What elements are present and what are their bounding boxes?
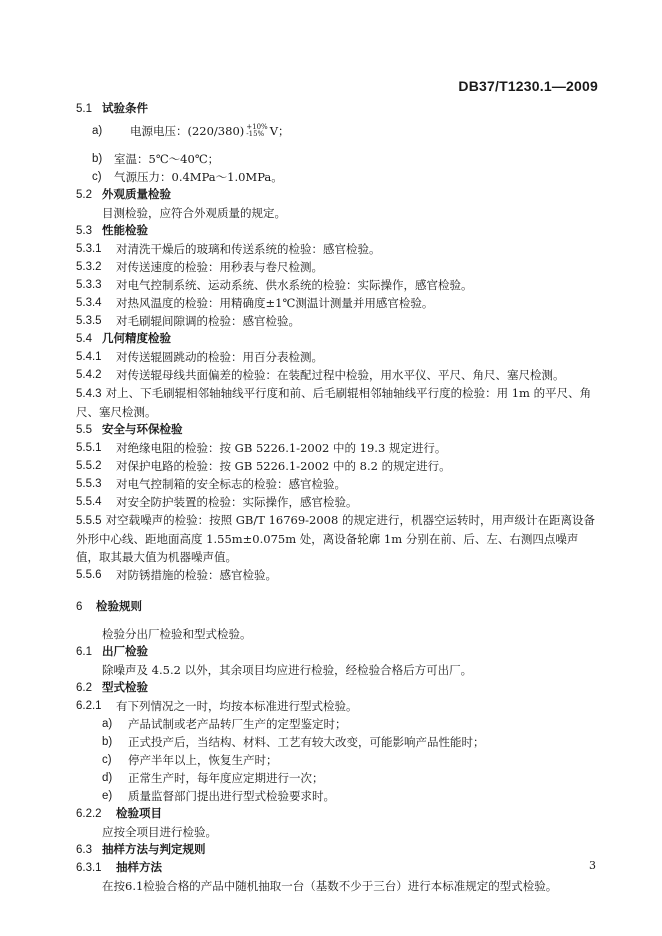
- section-5-4-heading: [76, 330, 600, 348]
- clause-text: 对绝缘电阻的检验：按 GB 5226.1-2002 中的 19.3 规定进行。: [116, 441, 447, 455]
- section-number: 6: [76, 601, 83, 613]
- clause-number: 5.3.4: [76, 297, 102, 309]
- list-label: c): [92, 171, 102, 183]
- clause-text: 对传送辊圆跳动的检验：用百分表检测。: [116, 350, 323, 364]
- list-text: 产品试制或老产品转厂生产的定型鉴定时；: [128, 717, 347, 731]
- clause-number: 5.5.2: [76, 460, 102, 472]
- clause-number: 5.3.1: [76, 243, 102, 255]
- list-item-b: [76, 150, 600, 168]
- list-text: 正常生产时，每年度应定期进行一次；: [128, 771, 324, 785]
- section-number: 6.1: [76, 646, 92, 658]
- clause-body: 在按6.1检验合格的产品中随机抽取一台（基数不少于三台）进行本标准规定的型式检验。: [102, 879, 558, 893]
- clause-text: 对热风温度的检验：用精确度±1℃测温计测量并用感官检验。: [116, 296, 434, 310]
- clause-5-5-5: [76, 511, 600, 566]
- section-title: 抽样方法与判定规则: [102, 844, 206, 856]
- clause-5-4-1: [76, 348, 600, 366]
- clause-5-3-3: [76, 276, 600, 294]
- clause-5-3-4: [76, 294, 600, 312]
- clause-text: 对保护电路的检验：按 GB 5226.1-2002 中的 8.2 的规定进行。: [116, 459, 451, 473]
- list-item-b: [76, 733, 600, 751]
- list-label: e): [102, 790, 113, 802]
- clause-5-3-5: [76, 312, 600, 330]
- list-text-unit: V；: [269, 124, 290, 138]
- clause-6-2-2-heading: [76, 805, 600, 823]
- clause-5-3-1: [76, 240, 600, 258]
- document-code: DB37/T1230.1—2009: [458, 78, 598, 94]
- list-text: 气源压力：0.4MPa～1.0MPa。: [114, 170, 283, 184]
- clause-5-3-2: [76, 258, 600, 276]
- clause-number: 5.4.2: [76, 369, 102, 381]
- section-6-heading: [76, 598, 600, 616]
- list-item-e: [76, 787, 600, 805]
- clause-number: 6.2.2: [76, 808, 102, 820]
- section-body: 除噪声及 4.5.2 以外，其余项目均应进行检验，经检验合格后方可出厂。: [102, 663, 473, 677]
- section-number: 5.3: [76, 225, 92, 237]
- section-6-1-heading: [76, 643, 600, 661]
- list-label: b): [92, 153, 103, 165]
- clause-text: 对传送速度的检验：用秒表与卷尺检测。: [116, 260, 323, 274]
- section-number: 6.3: [76, 844, 92, 856]
- clause-number: 6.2.1: [76, 700, 102, 712]
- list-text: 电源电压：(220/380): [130, 124, 245, 138]
- section-title: 外观质量检验: [102, 189, 171, 201]
- clause-text: 对传送辊母线共面偏差的检验：在装配过程中检验，用水平仪、平尺、角尺、塞尺检测。: [116, 368, 565, 382]
- clause-number: 5.4.1: [76, 351, 102, 363]
- section-title: 型式检验: [102, 682, 148, 694]
- section-title: 几何精度检验: [102, 333, 171, 345]
- clause-number: 5.5.5: [76, 515, 102, 527]
- page-number: 3: [589, 859, 596, 872]
- list-text: 室温：5℃～40℃；: [114, 152, 220, 166]
- list-label: b): [102, 736, 113, 748]
- list-text: 停产半年以上，恢复生产时；: [128, 753, 278, 767]
- section-number: 5.5: [76, 424, 92, 436]
- section-number: 5.2: [76, 189, 92, 201]
- list-item-a: [76, 118, 600, 144]
- list-label: a): [92, 125, 103, 137]
- clause-5-4-2: [76, 366, 600, 384]
- section-title: 性能检验: [102, 225, 148, 237]
- list-label: a): [102, 718, 113, 730]
- section-5-1-heading: [76, 100, 600, 118]
- clause-number: 5.3.3: [76, 279, 102, 291]
- section-5-5-heading: [76, 421, 600, 439]
- list-label: c): [102, 754, 112, 766]
- section-number: 5.1: [76, 103, 92, 115]
- section-6-3-heading: [76, 841, 600, 859]
- clause-6-3-1-heading: [76, 859, 600, 877]
- tolerance-lower: -15%: [246, 130, 265, 138]
- clause-text: 对安全防护装置的检验：实际操作，感官检验。: [116, 495, 358, 509]
- section-title: 安全与环保检验: [102, 424, 183, 436]
- list-item-c: [76, 168, 600, 186]
- section-number: 6.2: [76, 682, 92, 694]
- clause-5-5-1: [76, 439, 600, 457]
- clause-text: 对毛刷辊间隙调的检验：感官检验。: [116, 314, 300, 328]
- clause-number: 5.3.2: [76, 261, 102, 273]
- clause-text: 对电气控制箱的安全标志的检验：感官检验。: [116, 477, 346, 491]
- document-body: [76, 100, 600, 895]
- clause-text: 对清洗干燥后的玻璃和传送系统的检验：感官检验。: [116, 242, 381, 256]
- section-5-3-heading: [76, 222, 600, 240]
- section-number: 5.4: [76, 333, 92, 345]
- list-item-c: [76, 751, 600, 769]
- clause-text: 对电气控制系统、运动系统、供水系统的检验：实际操作，感官检验。: [116, 278, 473, 292]
- clause-6-2-1: [76, 697, 600, 715]
- clause-text: 对防锈措施的检验：感官检验。: [116, 568, 277, 582]
- section-5-2-heading: [76, 186, 600, 204]
- clause-5-5-2: [76, 457, 600, 475]
- clause-5-5-6: [76, 566, 600, 584]
- clause-5-5-3: [76, 475, 600, 493]
- tolerance: [246, 124, 267, 138]
- clause-5-4-3: [76, 384, 600, 421]
- list-item-a: [76, 715, 600, 733]
- list-label: d): [102, 772, 113, 784]
- section-body: 检验分出厂检验和型式检验。: [102, 627, 252, 641]
- clause-text: 对空载噪声的检验：按照 GB/T 16769-2008 的规定进行，机器空运转时，用声级计在距离设备外形中心线、距地面高度 1.55m±0.075m 处，离设备轮廓 1m 分别在前、后、左、右测四点噪声值，取其最大值为机器噪声值。: [76, 513, 595, 564]
- clause-text: 有下列情况之一时，均按本标准进行型式检验。: [116, 699, 358, 713]
- clause-title: 抽样方法: [116, 862, 162, 874]
- clause-number: 6.3.1: [76, 862, 102, 874]
- tolerance-upper: +10%: [246, 123, 268, 131]
- clause-body: 应按全项目进行检验。: [102, 825, 217, 839]
- list-text: 正式投产后，当结构、材料、工艺有较大改变，可能影响产品性能时；: [128, 735, 485, 749]
- clause-number: 5.5.4: [76, 496, 102, 508]
- list-item-d: [76, 769, 600, 787]
- clause-text: 对上、下毛刷辊相邻轴轴线平行度和前、后毛刷辊相邻轴轴线平行度的检验：用 1m 的平尺、角尺、塞尺检测。: [76, 386, 592, 419]
- section-body: 目测检验，应符合外观质量的规定。: [102, 206, 286, 220]
- clause-number: 5.5.3: [76, 478, 102, 490]
- clause-number: 5.5.6: [76, 569, 102, 581]
- clause-title: 检验项目: [116, 808, 162, 820]
- section-title: 出厂检验: [102, 646, 148, 658]
- list-text: 质量监督部门提出进行型式检验要求时。: [128, 789, 335, 803]
- clause-5-5-4: [76, 493, 600, 511]
- section-title: 检验规则: [96, 601, 142, 613]
- clause-number: 5.3.5: [76, 315, 102, 327]
- section-6-2-heading: [76, 679, 600, 697]
- clause-number: 5.5.1: [76, 442, 102, 454]
- clause-number: 5.4.3: [76, 388, 102, 400]
- section-title: 试验条件: [102, 103, 148, 115]
